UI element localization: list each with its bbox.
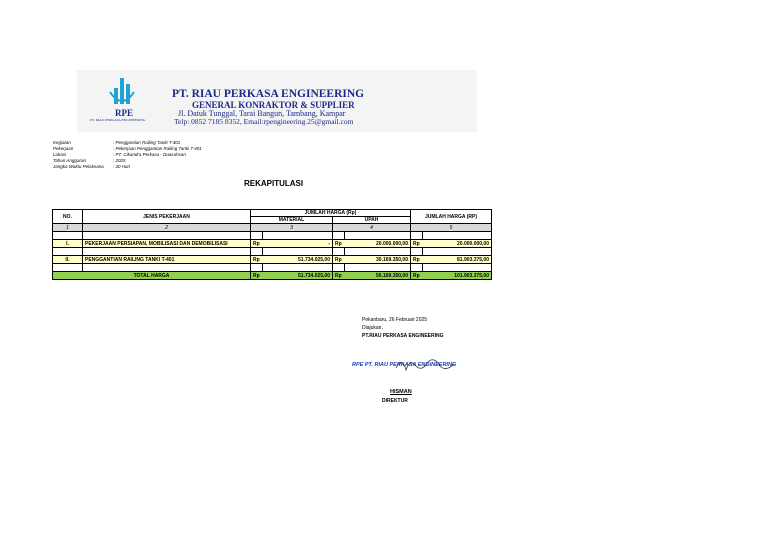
company-logo xyxy=(90,74,148,126)
index-cell: 5 xyxy=(411,224,492,232)
header-material: MATERIAL xyxy=(251,217,333,224)
info-key: Lokasi xyxy=(53,152,67,157)
logo-subtext: PT. RIAU PERKASA ENGINEERING xyxy=(90,118,146,122)
logo-icon xyxy=(100,74,148,108)
signatory-name: HISMAN xyxy=(390,389,412,395)
row-no: II. xyxy=(53,256,83,264)
row-rp: Rp xyxy=(411,240,423,248)
info-row xyxy=(53,164,202,170)
signatory-company: PT.RIAU PERKASA ENGINEERING xyxy=(362,333,444,339)
total-amount: 101.903.375,00 xyxy=(423,272,492,280)
company-subtitle: GENERAL KONRAKTOR & SUPPLIER xyxy=(192,100,355,110)
spacer-row xyxy=(53,264,492,272)
row-jenis: PENGGANTIAN RAILING TANKI T-401 xyxy=(83,256,251,264)
project-info xyxy=(53,140,202,170)
table-row xyxy=(53,256,492,264)
header-jumlah: JUMLAH HARGA (Rp) xyxy=(251,210,411,217)
total-rp: Rp xyxy=(251,272,263,280)
row-upah: 20.000.000,00 xyxy=(345,240,411,248)
row-upah: 30.169.350,00 xyxy=(345,256,411,264)
index-cell: 1 xyxy=(53,224,83,232)
header-jenis: JENIS PEKERJAAN xyxy=(83,210,251,224)
info-value: : Penggantian Railing Tanki T-401 xyxy=(113,140,181,145)
info-key: Jangka Waktu Pelaksana xyxy=(53,164,104,169)
company-stamp: RPE PT. RIAU PERKASA ENGINEERING xyxy=(352,362,457,368)
spacer-row xyxy=(53,248,492,256)
row-material: 51.734.025,00 xyxy=(263,256,333,264)
place-date: Pekanbaru, 26 Februari 2025 xyxy=(362,317,428,323)
recap-table xyxy=(52,209,492,280)
total-rp: Rp xyxy=(411,272,423,280)
total-material: 51.734.025,00 xyxy=(263,272,333,280)
company-name: PT. RIAU PERKASA ENGINEERING xyxy=(172,88,365,100)
info-key: Kegiatan xyxy=(53,140,71,145)
index-cell: 4 xyxy=(333,224,411,232)
row-rp: Rp xyxy=(333,240,345,248)
info-value: : PT. Cikandra Perkasa - Duwrahsan xyxy=(113,152,186,157)
info-value: : 30 Hari xyxy=(113,164,131,169)
company-address: Jl. Datuk Tunggal, Tarai Bangun, Tambang, Kampar xyxy=(178,109,346,118)
table-row xyxy=(53,240,492,248)
row-rp: Rp xyxy=(251,256,263,264)
index-cell: 3 xyxy=(251,224,333,232)
total-upah: 50.169.350,00 xyxy=(345,272,411,280)
info-key: Tahun Anggaran xyxy=(53,158,86,163)
spacer-row xyxy=(53,232,492,240)
info-value: : Pekerjaan Penggantian Railing Tanki T-401 xyxy=(113,146,202,151)
table-index-row xyxy=(53,224,492,232)
signature-block xyxy=(362,316,444,340)
info-value: : 2025 xyxy=(113,158,126,163)
header-total: JUMLAH HARGA (RP) xyxy=(411,210,492,224)
row-rp: Rp xyxy=(333,256,345,264)
row-jenis: PEKERJAAN PERSIAPAN, MOBILISASI DAN DEMOBILISASI xyxy=(83,240,251,248)
company-contact: Telp: 0852 7185 8352, Email:rpengineering.25@gmail.com xyxy=(174,117,354,126)
signatory-position: DIREKTUR xyxy=(382,398,408,404)
header-upah: UPAH xyxy=(333,217,411,224)
table-header-row xyxy=(53,210,492,217)
document-title: REKAPITULASI xyxy=(244,179,304,188)
info-key: Pekerjaan xyxy=(53,146,74,151)
total-rp: Rp xyxy=(333,272,345,280)
row-no: I. xyxy=(53,240,83,248)
total-row xyxy=(53,272,492,280)
header-no: NO. xyxy=(53,210,83,224)
row-total: 20.000.000,00 xyxy=(423,240,492,248)
diajukan-label: Diajukan, xyxy=(362,325,383,331)
index-cell: 2 xyxy=(83,224,251,232)
signature-scribble xyxy=(392,354,462,376)
row-total: 81.903.375,00 xyxy=(423,256,492,264)
row-material: - xyxy=(263,240,333,248)
row-rp: Rp xyxy=(251,240,263,248)
logo-text: RPE xyxy=(115,108,133,118)
total-label: TOTAL HARGA xyxy=(53,272,251,280)
row-rp: Rp xyxy=(411,256,423,264)
